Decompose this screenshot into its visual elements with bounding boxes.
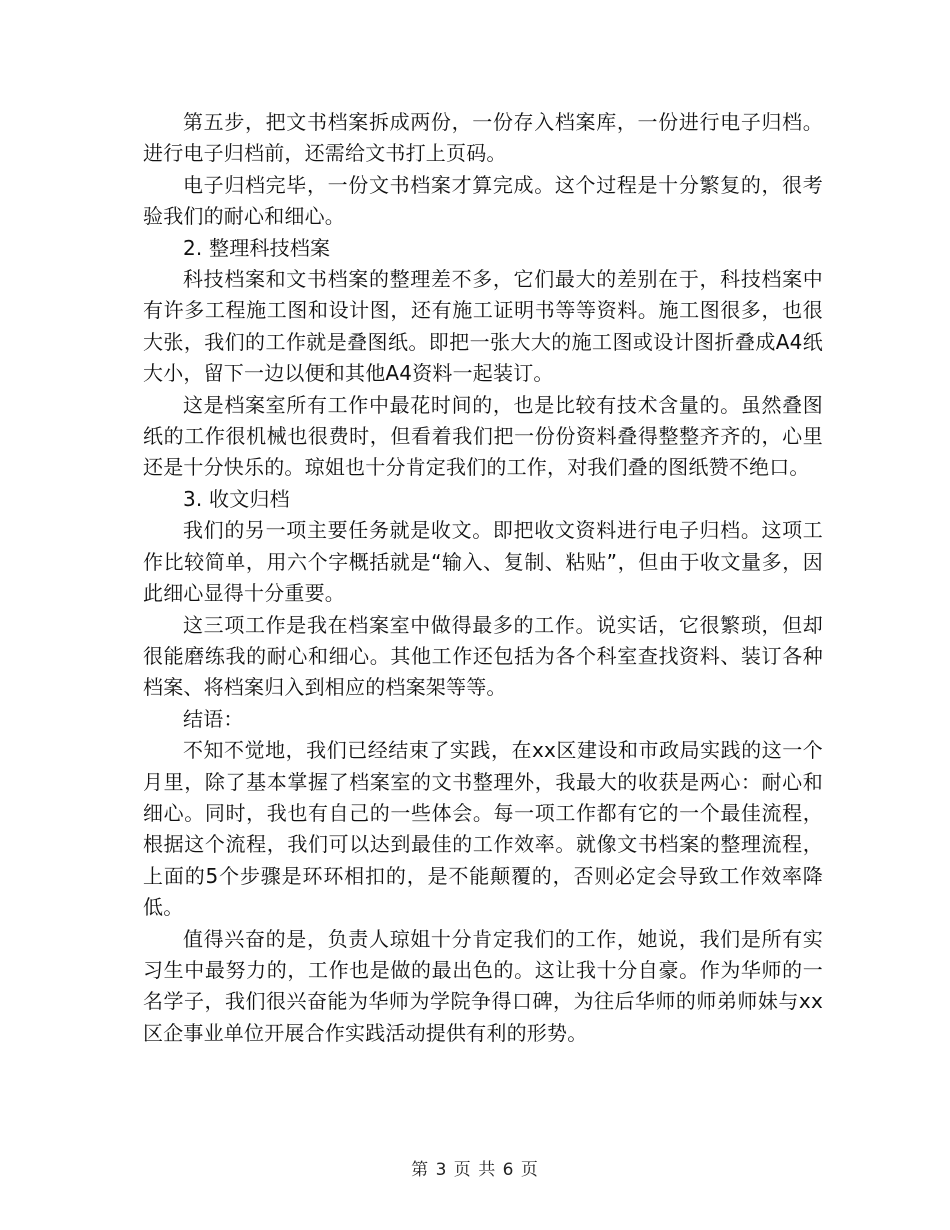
heading-conclusion: 结语： — [183, 706, 244, 731]
paragraph-step-five: 第五步，把文书档案拆成两份，一份存入档案库，一份进行电子归档。进行电子归档前，还需给文书打上页码。 — [143, 110, 823, 166]
page-number-footer: 第 3 页 共 6 页 — [411, 1160, 539, 1180]
paragraph-archive-complete: 电子归档完毕，一份文书档案才算完成。这个过程是十分繁复的，很考验我们的耐心和细心。 — [143, 172, 823, 229]
document-body — [143, 107, 823, 1049]
heading-incoming-docs: 3. 收文归档 — [183, 486, 290, 511]
paragraph-conclusion: 不知不觉地，我们已经结束了实践，在xx区建设和市政局实践的这一个月里，除了基本掌握了档案室的文书整理外，我最大的收获是两心：耐心和细心。同时，我也有自己的一些体会。每一项工作都有它的一个最佳流程，根据这个流程，我们可以达到最佳的工作效率。就像文书档案的整理流程，上面的5个步骤是环环相扣的，是不能颠覆的，否则必定会导致工作效率降低。 — [143, 738, 823, 920]
paragraph-folding-drawings: 这是档案室所有工作中最花时间的，也是比较有技术含量的。虽然叠图纸的工作很机械也很费时，但看着我们把一份份资料叠得整整齐齐的，心里还是十分快乐的。琼姐也十分肯定我们的工作，对我们叠的图纸赞不绝口。 — [143, 392, 823, 480]
heading-tech-archive: 2. 整理科技档案 — [183, 235, 331, 260]
paragraph-tech-archive: 科技档案和文书档案的整理差不多，它们最大的差别在于，科技档案中有许多工程施工图和设计图，还有施工证明书等等资料。施工图很多，也很大张，我们的工作就是叠图纸。即把一张大大的施工图或设计图折叠成A4纸大小，留下一边以便和其他A4资料一起装订。 — [143, 267, 823, 386]
paragraph-three-tasks: 这三项工作是我在档案室中做得最多的工作。说实话，它很繁琐，但却很能磨练我的耐心和细心。其他工作还包括为各个科室查找资料、装订各种档案、将档案归入到相应的档案架等等。 — [143, 612, 823, 700]
paragraph-pride: 值得兴奋的是，负责人琼姐十分肯定我们的工作，她说，我们是所有实习生中最努力的，工作也是做的最出色的。这让我十分自豪。作为华师的一名学子，我们很兴奋能为华师为学院争得口碑，为往后华师的师弟师妹与xx区企事业单位开展合作实践活动提供有利的形势。 — [143, 926, 823, 1045]
paragraph-incoming-docs: 我们的另一项主要任务就是收文。即把收文资料进行电子归档。这项工作比较简单，用六个字概括就是“输入、复制、粘贴”，但由于收文量多，因此细心显得十分重要。 — [143, 518, 823, 606]
